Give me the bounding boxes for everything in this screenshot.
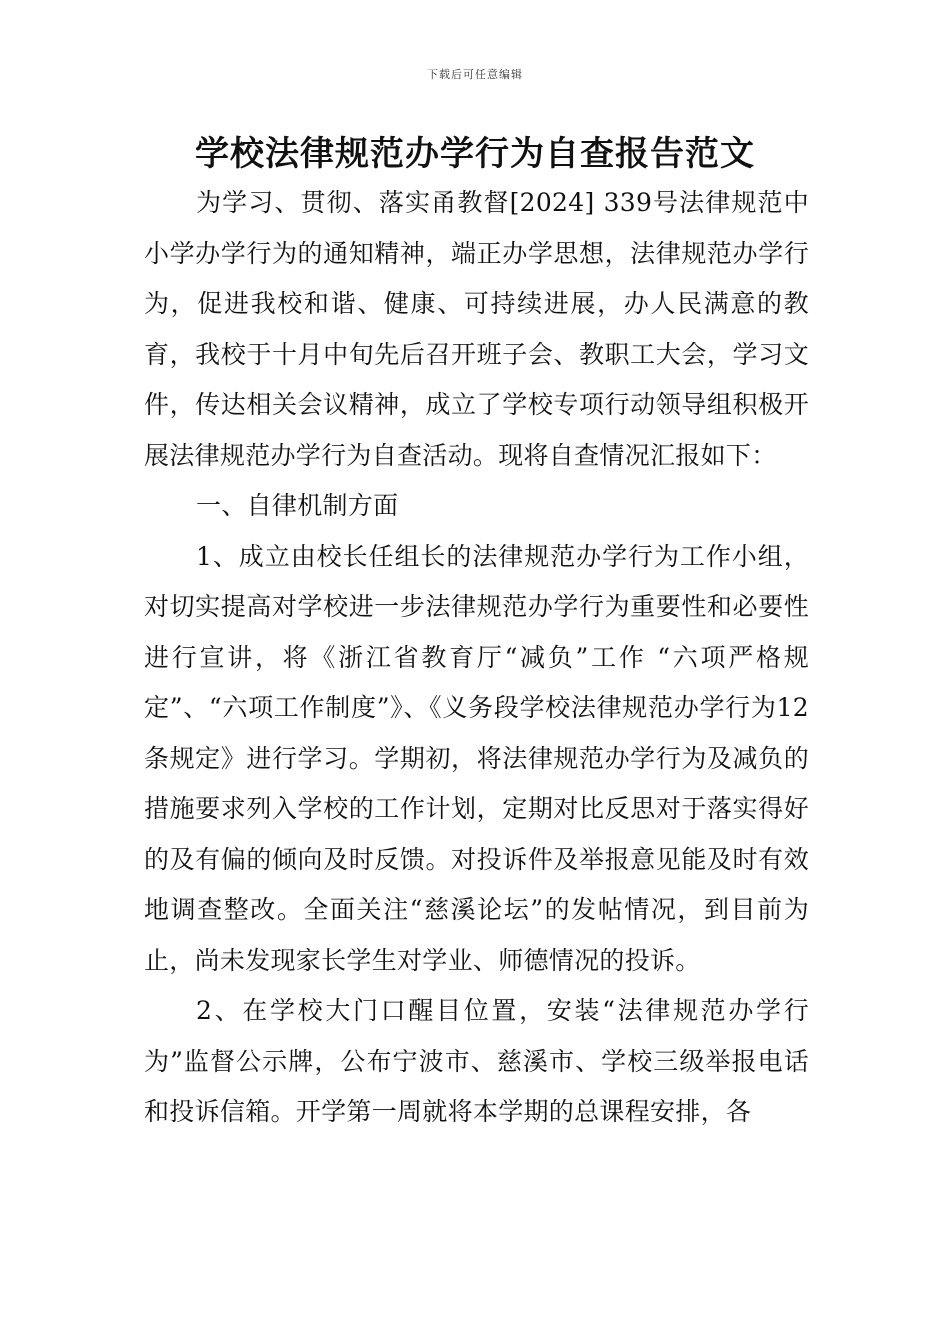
- item-2-paragraph: 2、在学校大门口醒目位置，安装“法律规范办学行为”监督公示牌，公布宁波市、慈溪市、学校三级举报电话和投诉信箱。开学第一周就将本学期的总课程安排，各: [144, 996, 809, 1126]
- document-body: [144, 178, 809, 1138]
- header-note: 下载后可任意编辑: [427, 68, 523, 81]
- section-heading: 一、自律机制方面: [196, 491, 399, 520]
- document-title: 学校法律规范办学行为自查报告范文: [195, 134, 755, 174]
- intro-paragraph: 为学习、贯彻、落实甬教督[2024] 339号法律规范中小学办学行为的通知精神，端正办学思想，法律规范办学行为，促进我校和谐、健康、可持续进展，办人民满意的教育，我校于十月中旬先后召开班子会、教职工大会，学习文件，传达相关会议精神，成立了学校专项行动领导组积极开展法律规范办学行为自查活动。现将自查情况汇报如下：: [144, 188, 809, 470]
- item-1-paragraph: 1、成立由校长任组长的法律规范办学行为工作小组，对切实提高对学校进一步法律规范办学行为重要性和必要性进行宣讲，将《浙江省教育厅“减负”工作 “六项严格规定”、“六项工作制度”》、《义务段学校法律规范办学行为12条规定》进行学习。学期初，将法律规范办学行为及减负的措施要求列入学校的工作计划，定期对比反思对于落实得好的及有偏的倾向及时反馈。对投诉件及举报意见能及时有效地调查整改。全面关注“慈溪论坛”的发帖情况，到目前为止，尚未发现家长学生对学业、师德情况的投诉。: [144, 541, 809, 975]
